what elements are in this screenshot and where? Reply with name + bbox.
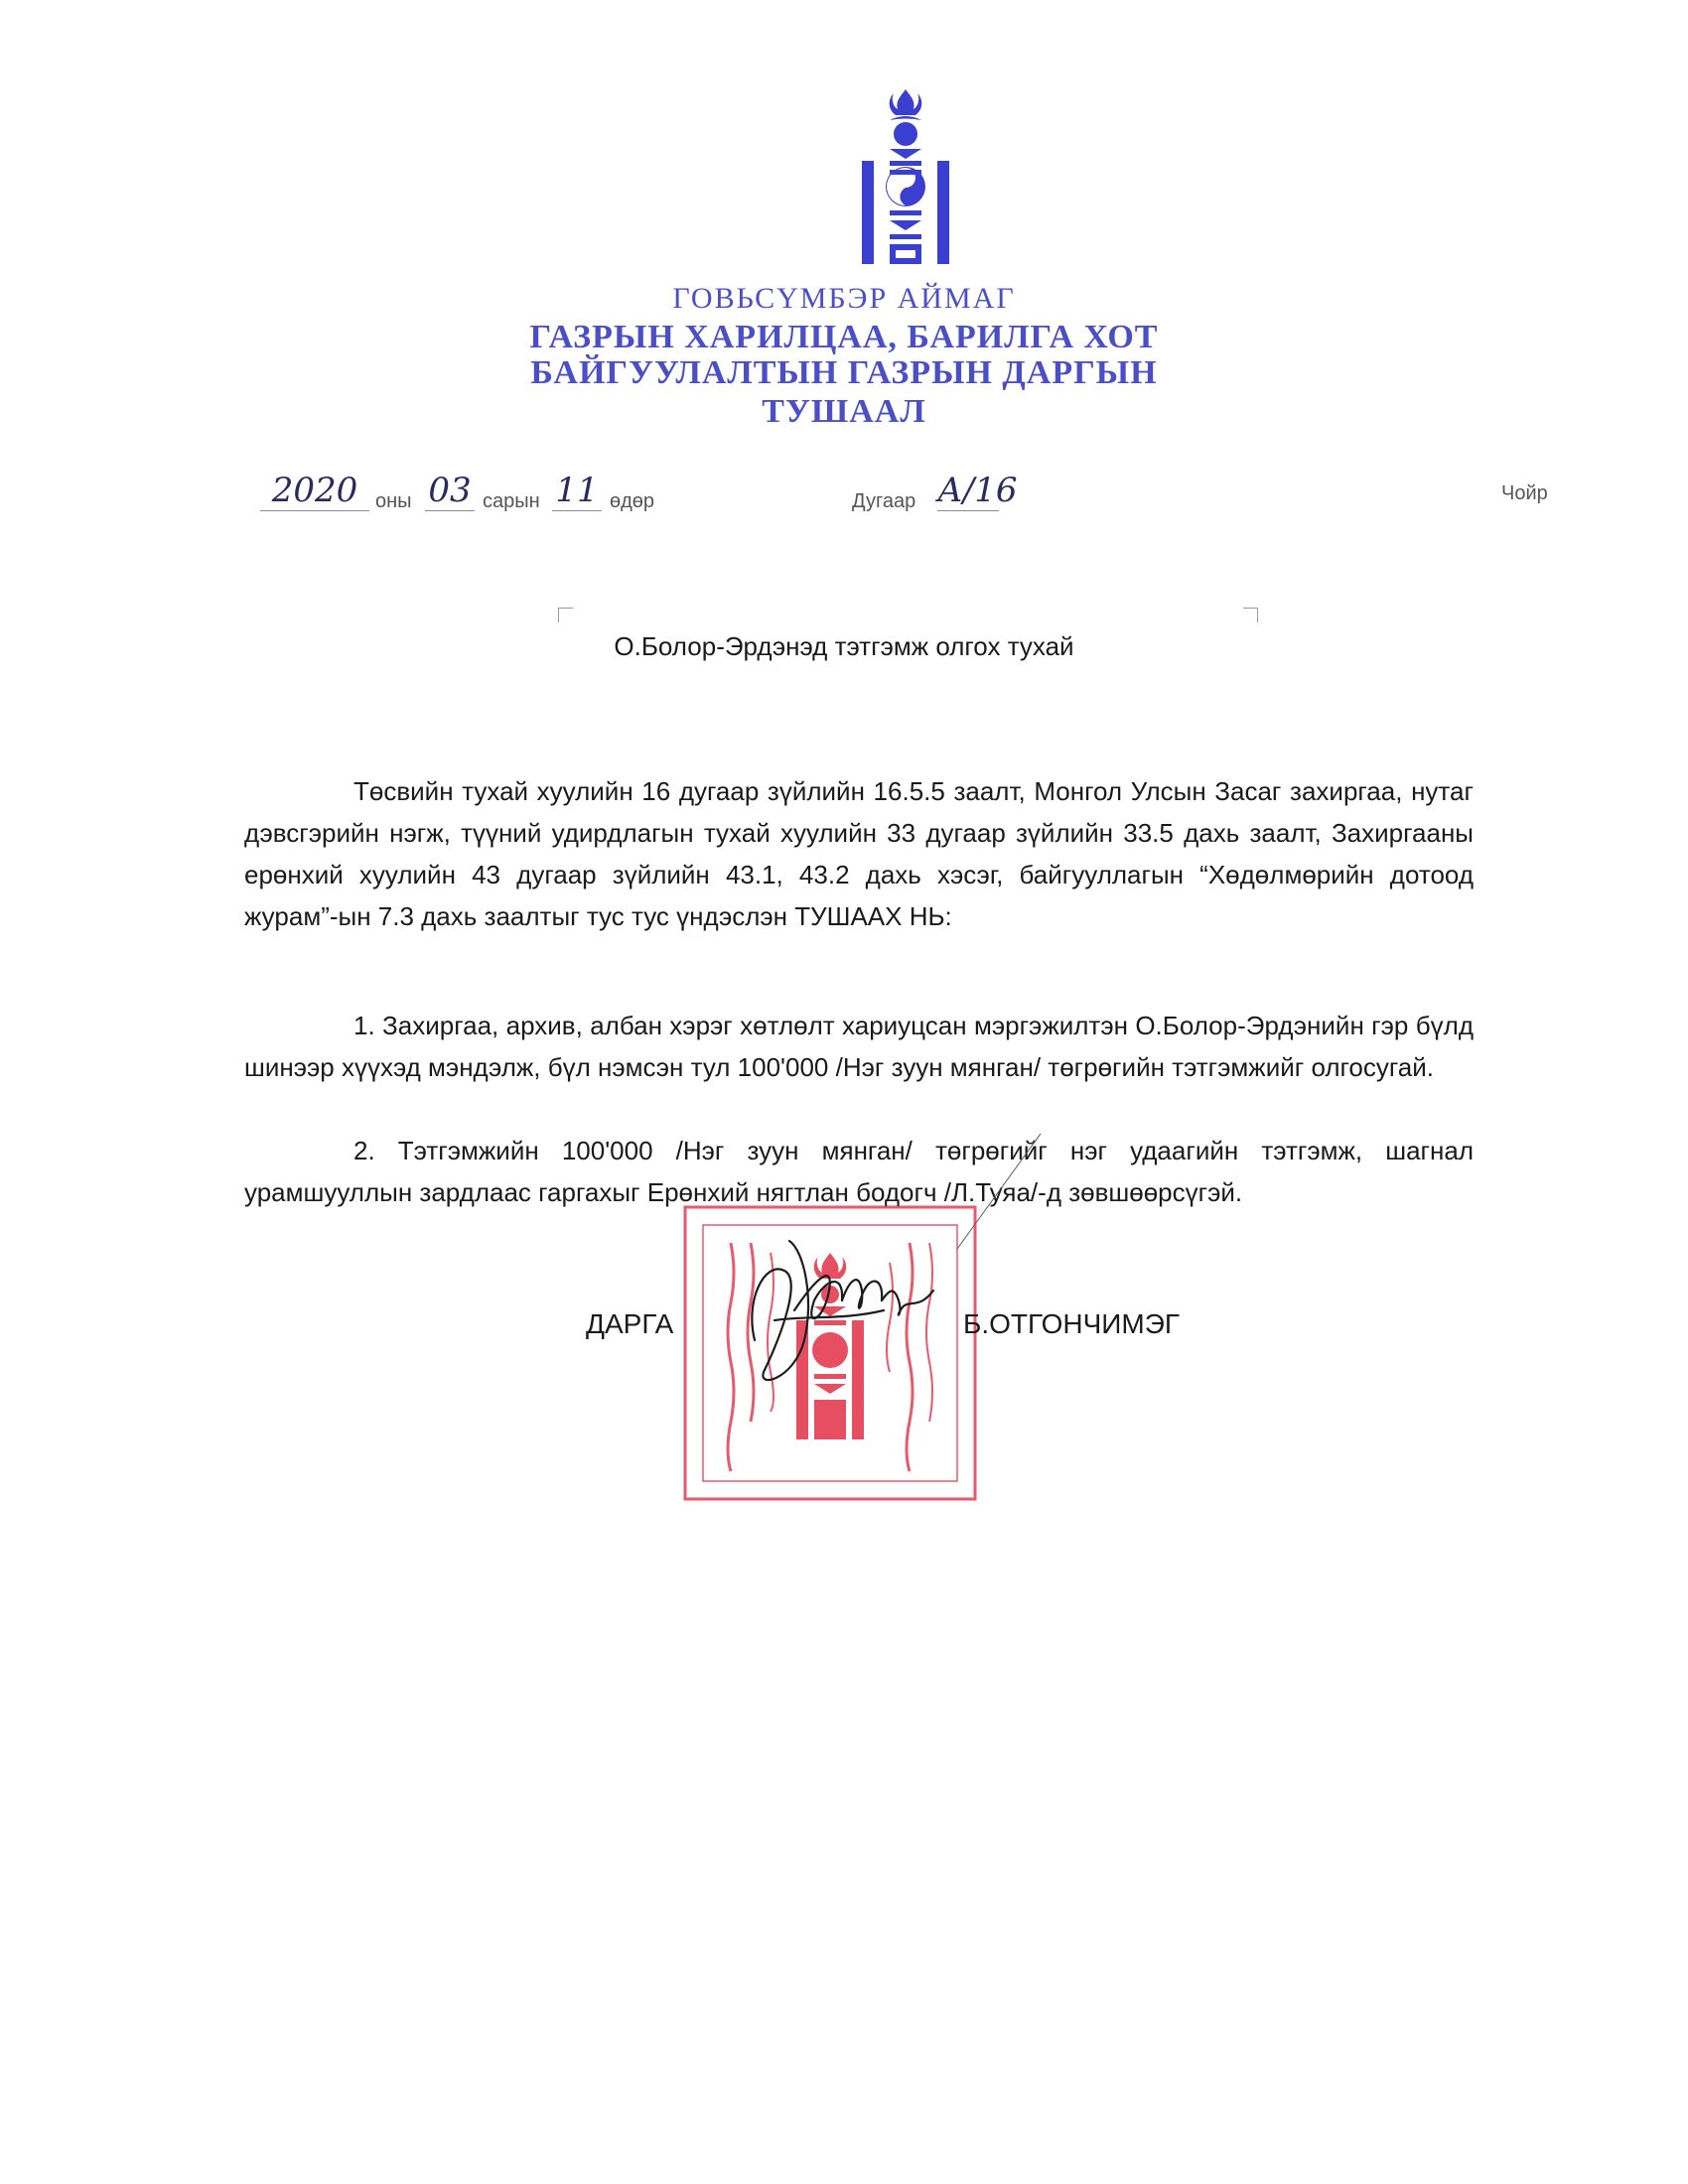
- subject-corner-right: [1243, 608, 1258, 622]
- order-item-2: 2. Тэтгэмжийн 100'000 /Нэг зуун мянган/ төгрөгийг нэг удаагийн тэтгэмж, шагнал урамшууллын зардлаас гаргахыг Ерөнхий нягтлан бодогч /Л.Туяа/-д зөвшөөрсүгэй.: [244, 1136, 1474, 1207]
- header-doc-type: ТУШААЛ: [762, 393, 926, 430]
- header-region: ГОВЬСҮМБЭР АЙМАГ: [672, 282, 1016, 315]
- date-year: 2020: [260, 471, 369, 511]
- handwritten-signature: [735, 1221, 943, 1400]
- signatory-name: Б.ОТГОНЧИМЭГ: [963, 1308, 1181, 1339]
- city: Чойр: [1501, 482, 1548, 504]
- order-number-label: Дугаар: [852, 490, 916, 512]
- order-item-1: 1. Захиргаа, архив, албан хэрэг хөтлөлт хариуцсан мэргэжилтэн О.Болор-Эрдэнийн гэр бүлд шинээр хүүхэд мэндэлж, бүл нэмсэн тул 100'000 /Нэг зуун мянган/ төгрөгийн тэтгэмжийг олгосугай.: [244, 1011, 1474, 1082]
- subject-line: О.Болор-Эрдэнэд тэтгэмж олгох тухай: [614, 631, 1074, 661]
- date-month: 03: [425, 471, 475, 511]
- date-month-label: сарын: [483, 490, 540, 512]
- header-org-line1: ГАЗРЫН ХАРИЛЦАА, БАРИЛГА ХОТ: [529, 319, 1159, 355]
- body-intro: Төсвийн тухай хуулийн 16 дугаар зүйлийн 16.5.5 заалт, Монгол Улсын Засаг захиргаа, нутаг дэвсгэрийн нэгж, түүний удирдлагын тухай хуулийн 33 дугаар зүйлийн 33.5 дахь заалт, Захиргааны ерөнхий хуулийн 43 дугаар зүйлийн 43.1, 43.2 дахь хэсэг, байгууллагын “Хөдөлмөрийн дотоод журам”-ын 7.3 дахь заалтыг тус тус үндэслэн ТУШААХ НЬ:: [244, 776, 1474, 931]
- signatory-title: ДАРГА: [586, 1308, 674, 1339]
- date-year-label: оны: [375, 490, 412, 512]
- header-organization: [0, 320, 1688, 391]
- date-day-label: өдөр: [610, 490, 655, 512]
- soyombo-emblem-icon: [856, 87, 955, 266]
- order-number: А/16: [937, 471, 1018, 510]
- meta-row: [0, 467, 1688, 526]
- date-day: 11: [552, 471, 602, 511]
- header-org-line2: БАЙГУУЛАЛТЫН ГАЗРЫН ДАРГЫН: [530, 354, 1158, 391]
- subject-corner-left: [558, 608, 573, 622]
